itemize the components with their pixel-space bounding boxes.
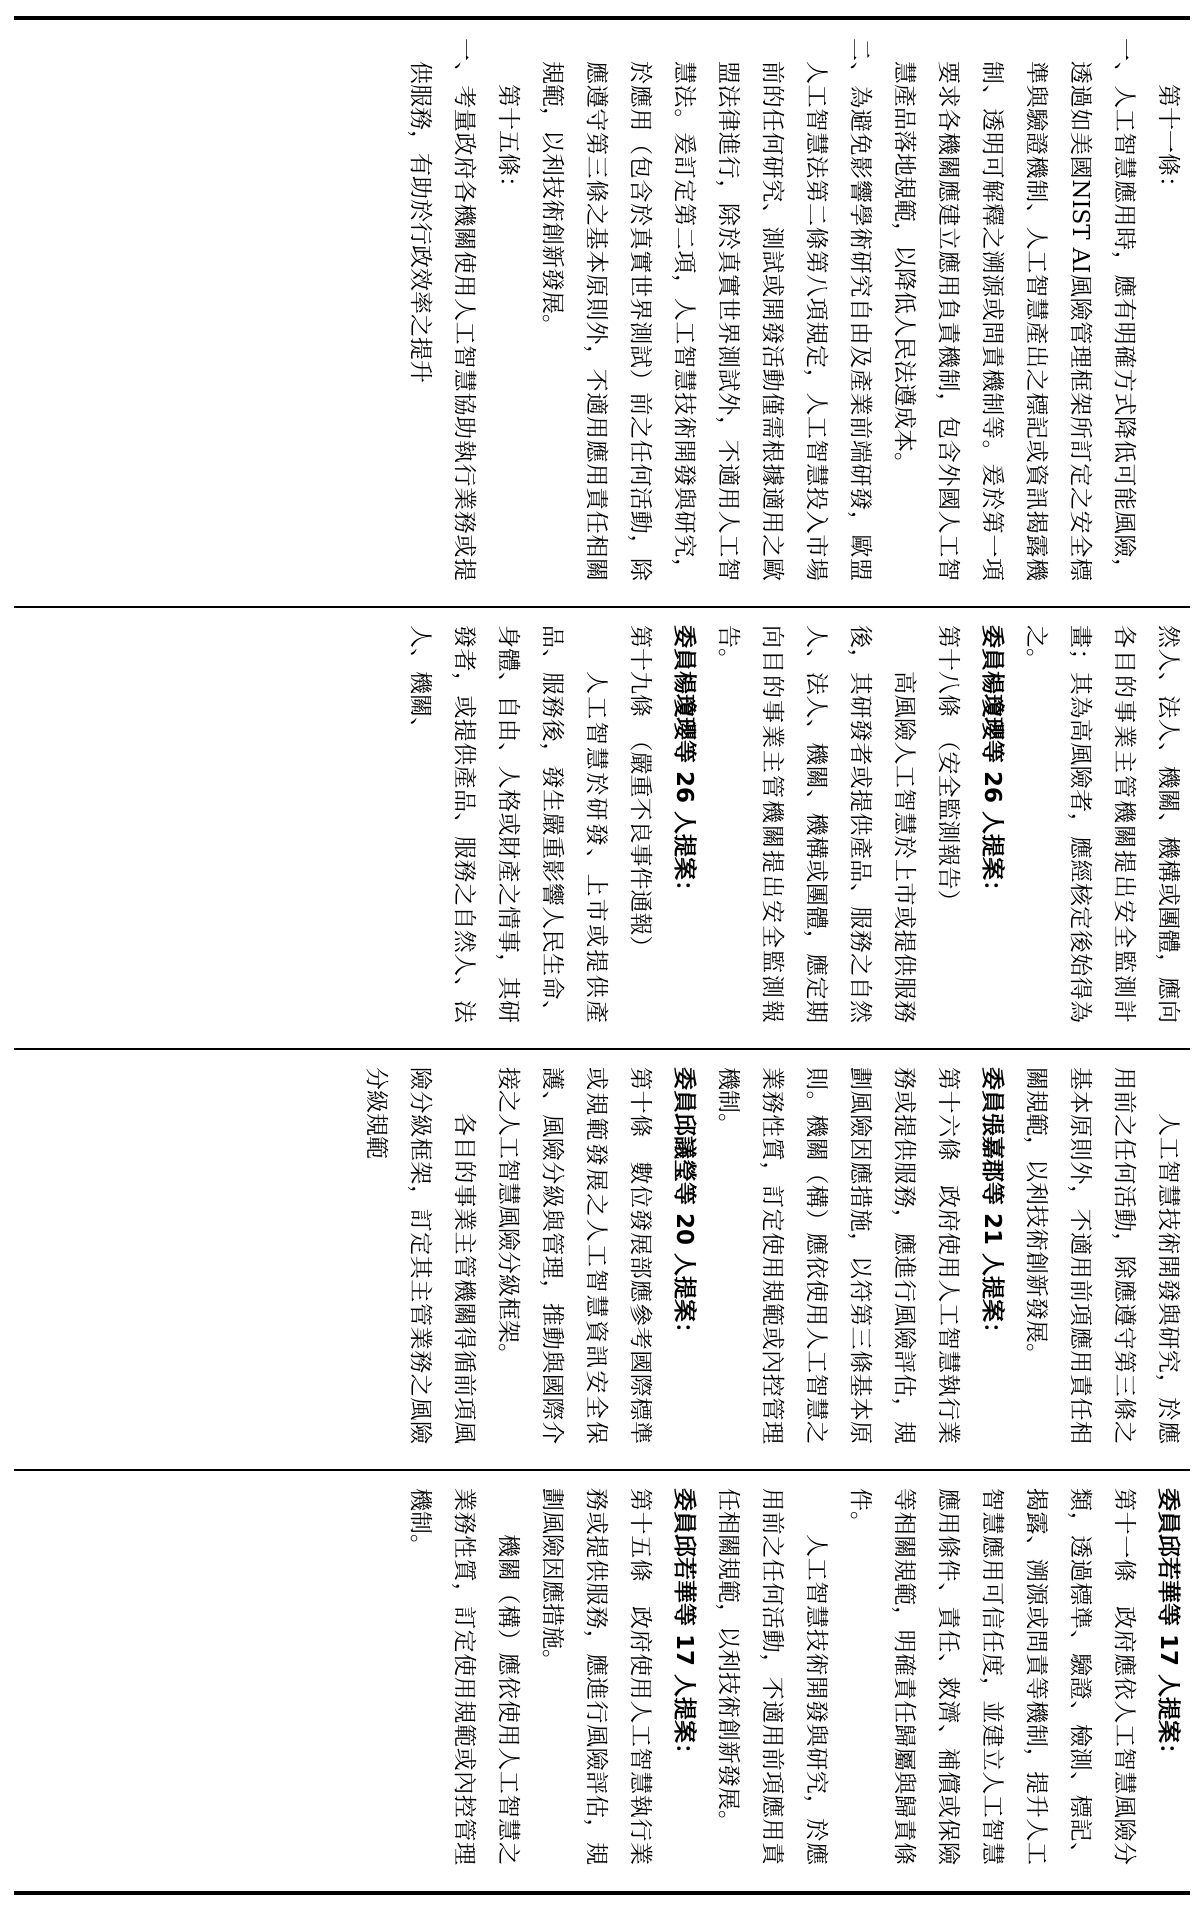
- article-paragraph: 人工智慧於研發、上市或提供產品、服務後，發生嚴重影響人民生命、身體、自由、人格或財產之情事，其研發者，或提供產品、服務之自然人、法人、機關、: [407, 625, 609, 1023]
- article-text: 第十一條 政府應依人工智慧風險分類，透過標準、驗證、檢測、標記、揭露、溯源或問責等機制，提升人工智慧應用可信任度，並建立人工智慧應用條件、責任、救濟、補償或保險等相關規範，明確責任歸屬與歸責條件。: [847, 1488, 1137, 1865]
- explanation-column: [14, 20, 1190, 607]
- article-paragraph: 人工智慧技術開發與研究，於應用前之任何活動，不適用前項應用責任相關規範，以利技術創新發展。: [715, 1488, 829, 1865]
- article-text: 第十六條 政府使用人工智慧執行業務或提供服務，應進行風險評估，規劃風險因應措施，以符第三條基本原則。機關（構）應依使用人工智慧之業務性質，訂定使用規範或內控管理機制。: [715, 1067, 961, 1444]
- article-paragraph: 高風險人工智慧於上市或提供服務後，其研發者或提供產品、服務之自然人、法人、機關、機構或團體，應定期向目的事業主管機關提出安全監測報告。: [715, 625, 917, 1023]
- article-text: 第十九條 （嚴重不良事件通報）: [627, 625, 653, 959]
- proposer-heading: 委員楊瓊瓔等 26 人提案：: [671, 625, 697, 904]
- proposer-heading: 委員張嘉郡等 21 人提案：: [979, 1067, 1005, 1346]
- explanation-heading: 第十五條：: [495, 84, 521, 199]
- column-1: [14, 1470, 1190, 1891]
- explanation-item: 二、為避免影響學術研究自由及產業前端研發，歐盟人工智慧法第二條第八項規定，人工智慧投入市場前的任何研究、測試或開發活動僅需根據適用之歐盟法律進行，除於真實世界測試外，不適用人工智慧法。爰訂定第二項，人工智慧技術開發與研究，於應用（包含於真實世界測試）前之任何活動，除應遵守第三條之基本原則外，不適用應用責任相關規範，以利技術創新發展。: [539, 38, 873, 581]
- proposer-heading: 委員楊瓊瓔等 26 人提案：: [979, 625, 1005, 904]
- bottom-rule: [14, 1891, 1190, 1895]
- explanation-heading: 第十一條：: [1155, 84, 1181, 199]
- article-text: 第十五條 政府使用人工智慧執行業務或提供服務，應進行風險評估，規劃風險因應措施。: [539, 1488, 653, 1865]
- article-paragraph: 人工智慧技術開發與研究，於應用前之任何活動，除應遵守第三條之基本原則外，不適用前項應用責任相關規範，以利技術創新發展。: [1023, 1067, 1181, 1444]
- proposer-heading: 委員邱若華等 17 人提案：: [671, 1488, 697, 1767]
- explanation-item: 一、考量政府各機關使用人工智慧協助執行業務或提供服務，有助於行政效率之提升: [407, 38, 477, 581]
- article-text: 第十條 數位發展部應參考國際標準或規範發展之人工智慧資訊安全保護、風險分級與管理，推動與國際介接之人工智慧風險分級框架。: [495, 1067, 653, 1444]
- proposer-heading: 委員邱議瑩等 20 人提案：: [671, 1067, 697, 1346]
- proposer-heading: 委員邱若華等 17 人提案：: [1155, 1488, 1181, 1767]
- article-text: 第十八條 （安全監測報告）: [935, 625, 961, 913]
- column-2: [14, 1049, 1190, 1470]
- article-paragraph: 然人、法人、機關、機構或團體，應向各目的事業主管機關提出安全監測計畫；其為高風險者，應經核定後始得為之。: [1023, 625, 1181, 1023]
- explanation-item: 一、人工智慧應用時，應有明確方式降低可能風險，透過如美國NIST AI風險管理框架所訂定之安全標準與驗證機制、人工智慧產出之標記或資訊揭露機制、透明可解釋之溯源或問責機制等。爰於第一項要求各機關應建立應用負責機制，包含外國人工智慧產品落地規範，以降低人民法遵成本。: [891, 38, 1137, 581]
- article-paragraph: 各目的事業主管機關得循前項風險分級框架，訂定其主管業務之風險分級規範: [363, 1067, 477, 1444]
- column-3: [14, 607, 1190, 1049]
- article-paragraph: 機關（構）應依使用人工智慧之業務性質，訂定使用規範或內控管理機制。: [407, 1488, 521, 1865]
